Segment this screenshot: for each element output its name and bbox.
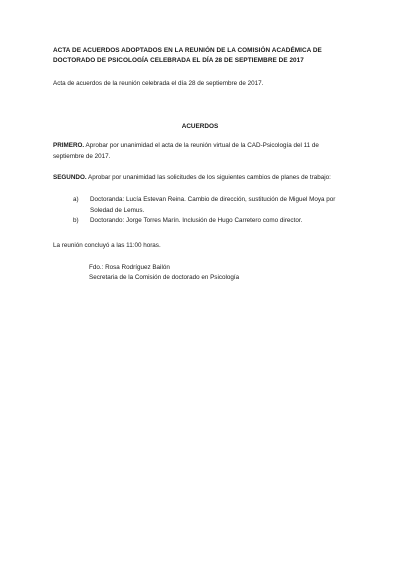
agreement-second-label: SEGUNDO. (53, 174, 87, 181)
signature-block (89, 263, 239, 283)
list-item-text: Doctoranda: Lucía Estevan Reina. Cambio de dirección, sustitución de Miguel Moya por Soledad de Lemus. (90, 196, 336, 214)
agreement-second-text: Aprobar por unanimidad las solicitudes de los siguientes cambios de planes de trabajo: (86, 174, 331, 181)
change-list (73, 195, 348, 227)
list-item-text: Doctorando: Jorge Torres Marín. Inclusión de Hugo Carretero como director. (90, 217, 303, 224)
agreement-first-label: PRIMERO. (53, 142, 85, 149)
list-item-marker: a) (73, 196, 79, 203)
agreement-second (53, 173, 348, 184)
list-item-marker: b) (73, 217, 79, 224)
closing-text: La reunión concluyó a las 11:00 horas. (53, 242, 161, 249)
section-heading: ACUERDOS (181, 123, 219, 130)
intro-text: Acta de acuerdos de la reunión celebrada el día 28 de septiembre de 2017. (53, 80, 264, 87)
list-item (73, 216, 348, 227)
document-title: ACTA DE ACUERDOS ADOPTADOS EN LA REUNIÓN DE LA COMISIÓN ACADÉMICA DE DOCTORADO DE PSICOLOGÍA CELEBRADA EL DÍA 28 DE SEPTIEMBRE DE 2017 (53, 47, 322, 64)
signature-role: Secretaria de la Comisión de doctorado en Psicología (89, 274, 240, 281)
list-item (73, 195, 348, 216)
agreement-first (53, 141, 348, 162)
signature-name: Fdo.: Rosa Rodríguez Bailón (89, 264, 170, 271)
agreement-first-text: Aprobar por unanimidad el acta de la reunión virtual de la CAD-Psicología del 11 de septiembre de 2017. (53, 142, 319, 160)
